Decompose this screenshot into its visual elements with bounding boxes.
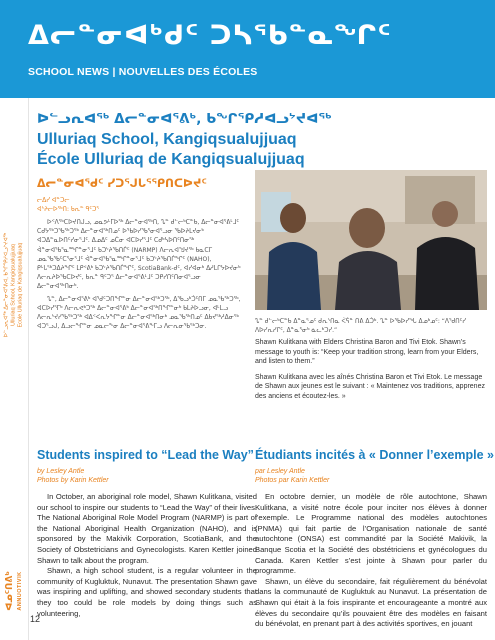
english-paragraph: In October, an aboriginal role model, Shawn Kulitkana, visited our school to inspire our students to “Lead the Way” of their lives. The National Aboriginal Role Model Program (NARMP) is part of the National Aboriginal Health Organization (NAHO), and is sponsored by the Makivik Corporation, ScotiaBank, and the Society of Obstetricians and Gynecologists. Karen Kettler joined Shawn to talk about the program. bbox=[37, 492, 257, 565]
caption-en: Shawn Kulitkana with Elders Christina Baron and Tivi Etok. Shawn’s message to youth is: “Keep your tradition strong, learn from your Elders, and listen to them.” bbox=[255, 339, 479, 365]
article-body-syllabics bbox=[37, 218, 242, 334]
page-number: 12 bbox=[30, 614, 41, 624]
caption-fr: Shawn Kulitkana avec les aînés Christina Baron et Tivi Etok. Le message de Shawn aux jeunes est le suivant : « Maintenez vos traditions, apprenez des anciens et écoutez-les. » bbox=[255, 373, 485, 400]
byline-syllabics-author: ᓕᐃᓯ ᐊᓐᑐᓕ bbox=[37, 197, 70, 204]
english-byline-photos: Photos by Karin Kettler bbox=[37, 477, 109, 484]
article-title-fr: École Ulluriaq de Kangiqsualujjuaq bbox=[37, 151, 305, 168]
french-body bbox=[255, 492, 487, 630]
sidebar-line-en: Ulluriaq School, Kangiqsualujjuaq bbox=[10, 244, 17, 326]
french-byline-photos: Photos par Karin Kettler bbox=[255, 477, 330, 484]
french-byline-author: par Lesley Antle bbox=[255, 468, 305, 475]
english-paragraph: Shawn, a high school student, is a regular volunteer in the community of Kugluktuk, Nunavut. The presentation Shawn gave was inspiring and uplifting, and showed secondary students that they too could be role models by doing things such as volunteering, bbox=[37, 566, 257, 618]
header-banner bbox=[0, 0, 495, 98]
byline-syllabics bbox=[37, 196, 99, 214]
byline-syllabics-photos: ᐊᔾᔨᓕᐅᖅᑎ: ᑲᕆᓐ ᑫᑦᑐᕐ bbox=[37, 206, 99, 213]
french-paragraph: En octobre dernier, un modèle de rôle autochtone, Shawn Kulitkana, a visité notre école pour inciter nos élèves à donner l’exemple. Le Programme national des modèles autochtones (PNMA) qui fait partie de l’Organisation nationale de santé autochtone (ONSA) est commandité par la Société Makivik, la Banque Scotia et la Société des obstétriciens et gynécologues du Canada. Karen Kettler s’est jointe à Shawn pour parler du programme. bbox=[255, 492, 487, 576]
french-paragraph: Shawn, un élève du secondaire, fait régulièrement du bénévolat dans la communauté de Kugluktuk au Nunavut. La présentation de Shawn qui était à la fois inspirante et encourageante a montré aux élèves du secondaire qu’ils pouvaient être des modèles en faisant du bénévolat, en prenant part à des activités sportives, en jouant bbox=[255, 576, 487, 629]
french-headline: Étudiants incités à « Donner l’exemple » bbox=[255, 448, 494, 462]
syllabics-paragraph: ᔐᓐ, ᐃᓕᓐᓂᐊᕐᕕᒃ ᐊᖁᑦᑐᑎᖏᓐᓂ ᐃᓕᓐᓂᐊᖅᑐᖅ, ᐃᖃᓗᒃᑑᑦᑎᒥ ᓄᓇᖃᖅᑐᖅ, ᐊᑕᐅᓯᕐᒥᒃ ᐱᓕᕆᕙᒃᑐᖅ ᐃᓕᓐᓂᐊᕐᕕᒃ ᐃᓕᓐᓂᐊᖅᑎᖏᓐᓂᒃ ᑲᒪᔨᐅᓗᓂ, ᐊᒻᒪᓗ ᐱᓕᕆᔾᔪᓯᖃᖅᑐᖅ ᐊᐃᑉᐸᕆᔭᖏᓐᓂ ᐃᓕᓐᓂᐊᖅᑎᓂᒃ ᓄᓇᖃᖅᑎᓄᑦ ᐃᑲᔪᖅᓱᐃᓂᖅ ᐊᑐᕐᓗᒍ, ᐃᓗᓕᖏᓐᓂ ᓄᓇᓕᖕᓂ ᐃᓕᓐᓂᐊᕐᕕᖕᒥᓗ ᐱᓕᕆᓂᖃᖅᑐᓂ. bbox=[37, 295, 241, 331]
magazine-logo-syllabics: ᐊᓄᑦᑎᕕᒃ bbox=[5, 571, 15, 611]
section-label: SCHOOL NEWS | NOUVELLES DES ÉCOLES bbox=[28, 66, 258, 78]
english-byline-author: by Lesley Antle bbox=[37, 468, 85, 475]
english-body bbox=[37, 492, 257, 619]
french-column bbox=[255, 448, 494, 630]
magazine-logo bbox=[3, 560, 25, 622]
english-column bbox=[37, 448, 257, 619]
syllabics-paragraph: ᐅᑉᐱᖅᑕᐅᔪᑎᒍᓗ, ᓄᓇᕗᒻᒥᐅᖅ ᐃᓕᓐᓂᐊᖅᑎ, ᔐᓐ ᑯᓪᓕᒃᑕᓐᑲ, ᐃᓕᓐᓂᐊᕐᕕᒻᒧᑦ ᑕᑯᔭᖅᑐᖃᖅᑐᖅ ᐃᓕᓐᓂᐊᖅᑎᓄᑦ ᐅᖃᐅᓯᖃᕐᓂᐊᕐᓗᓂ ᖃᐅᔨᒪᔪᓂᒃ ᐊᑐᐃᓐᓇᐅᑎᑦᓯᓂᕐᒧᑦ. ᐃᓄᐃᑦ ᓄᑖᓂ ᐊᑕᐅᓯᕐᒧᑦ ᑕᑯᒃᓴᐅᑎᑦᑎᓂᖅ ᐋᓐᓂᐊᖃᕐᓇᙱᓐᓂᕐᒧᑦ ᑲᑐᔾᔨᖃᑎᒌᑦ (NARMP) ᐱᓕᕆᐊᖑᔪᖅ ᑲᓇᑕᒥ ᓄᓇᖃᖃᑦᑕᕐᓂᕐᒧᑦ ᐋᓐᓂᐊᖃᕐᓇᙱᓐᓂᕐᒧᑦ ᑲᑐᔾᔨᖃᑎᒌᖏᑦ (NAHO), ᑭᒡᒐᖅᑐᐃᔨᖏᑦ ᒪᑭᕝᕕᒃ ᑲᑐᔾᔨᖃᑎᒌᖏᑦ, ScotiaBank-ᑯᑦ, ᐊᓯᐊᓂᒃ ᐃᓱᒪᒋᔭᐅᔪᓂᒃ ᐱᓕᕆᔨᐅᖃᑕᐅᔪᑦ, ᑲᕆᓐ ᑫᑦᑐᕐ ᐃᓕᓐᓂᐊᕐᕕᒻᒧᑦ ᑐᑭᓯᑎᑦᑎᓂᐊᕐᓗᓂ ᐃᓕᓐᓂᐊᖅᑎᓂᒃ. bbox=[37, 219, 241, 291]
article-subtitle-syllabics: ᐃᓕᓐᓂᐊᖁᑦ ᓯᑐᕐᒍᒐᕐᕿᑎᑕᐅᔪᑦ bbox=[37, 177, 207, 190]
sidebar-line-fr: École Ulluriaq de Kangiqsualujjuaq bbox=[17, 242, 24, 328]
sidebar-line-syllabics: ᐅᓪᓗᕆᐊᖅ ᐃᓕᓐᓂᐊᕐᕕᐊ, ᑲᖏᕿᓱᐊᓗᔾᔪᐊᖅ bbox=[3, 232, 10, 338]
sidebar-school-label bbox=[4, 155, 25, 415]
article-title-syllabics: ᐅᓪᓗᕆᐊᖅ ᐃᓕᓐᓂᐊᕐᕕᒃ, ᑲᖏᕿᓱᐊᓗᔾᔪᐊᖅ bbox=[37, 111, 332, 127]
english-headline: Students inspired to “Lead the Way” bbox=[37, 448, 254, 462]
photo-illustration bbox=[255, 170, 487, 310]
banner-title-syllabics: ᐃᓕᓐᓂᐊᒃᑯᑦ ᑐᓴᕐᑲᓐᓇᖏᑦ bbox=[28, 20, 392, 51]
caption-syllabics: ᔐᓐ ᑯᓪᓕᒃᑕᓐᑲ ᐃᓐᓇᕐᓄᑦ ᑯᕆᔅᑎᓇ ᐹᕌᓐ ᑎᕕ ᐃᑑᒃ. ᔐᓐ ᐅᖃᐅᓯᖓ ᐃᓄᒃᓄᑦ: “ᐱᖁᑎᑦᓯ ᐱᐅᓯᕆᓯᒋᑦ, ᐃᓐᓇᕐᓂᒃ ᓈᓚᒃᑐᓯ.” bbox=[255, 318, 466, 334]
article-title-en: Ulluriaq School, Kangiqsualujjuaq bbox=[37, 131, 297, 148]
article-photo bbox=[255, 170, 487, 310]
magazine-logo-name: ANNUOTIVIK bbox=[17, 571, 23, 611]
photo-caption bbox=[255, 318, 487, 401]
